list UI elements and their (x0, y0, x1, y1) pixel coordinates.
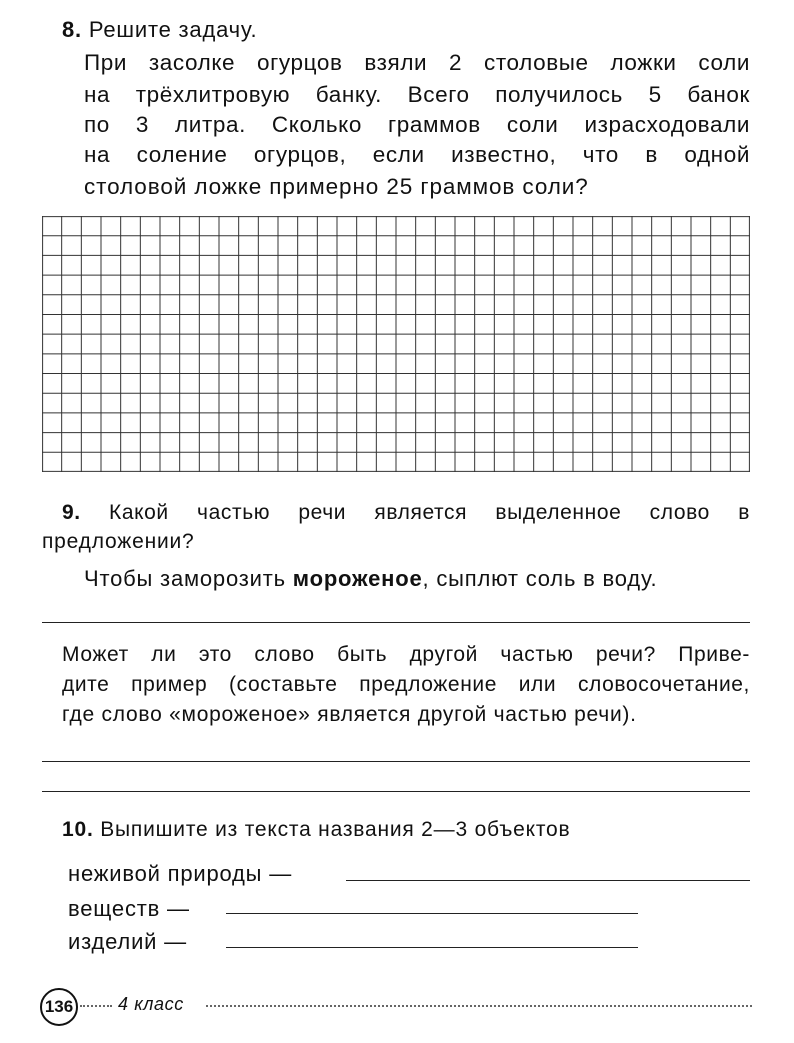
task-10-item-label: неживой природы — (68, 861, 293, 886)
page-number: 136 (40, 988, 78, 1026)
task-9-followup-line: дите пример (составьте предложение или словосочетание, (62, 673, 750, 696)
footer-dots (206, 1005, 752, 1007)
answer-line[interactable] (226, 913, 638, 914)
footer-dots (80, 1005, 112, 1007)
task-8-text-line: столовой ложке примерно 25 граммов соли? (84, 174, 589, 199)
answer-line[interactable] (346, 880, 750, 881)
task-8-text-line: на соление огурцов, если известно, что в одной (84, 142, 750, 167)
task-8-text-line: При засолке огурцов взяли 2 столовые ложки соли (84, 50, 750, 75)
task-8-title: Решите задачу. (88, 17, 258, 42)
highlighted-word: мороженое (292, 566, 423, 591)
task-10-title: Выпишите из текста названия 2—3 объектов (100, 818, 571, 841)
task-9-followup-line: Может ли это слово быть другой частью речи? Приве- (62, 643, 750, 666)
task-10-item-label: веществ — (68, 896, 190, 921)
task-9-number: 9. (62, 501, 81, 524)
sentence-end: , сыплют соль в воду. (422, 566, 658, 591)
task-8-heading (62, 16, 257, 44)
task-9-sentence (84, 565, 657, 593)
task-10-number: 10. (62, 818, 94, 841)
task-9-followup-line: где слово «мороженое» является другой частью речи). (62, 703, 637, 726)
answer-grid[interactable] (42, 216, 750, 472)
task-9-question-line: предложении? (42, 530, 195, 553)
task-9-question-text: Какой частью речи является выделенное слово в (109, 501, 750, 524)
task-8-number: 8. (62, 17, 82, 42)
answer-line[interactable] (42, 791, 750, 792)
task-10-item-label: изделий — (68, 929, 187, 954)
grade-label: 4 класс (118, 994, 184, 1014)
task-10-heading (62, 816, 570, 844)
answer-line[interactable] (42, 622, 750, 623)
task-8-text-line: по 3 литра. Сколько граммов соли израсходовали (84, 112, 750, 137)
answer-line[interactable] (226, 947, 638, 948)
task-9-question-line (62, 498, 750, 528)
task-8-text-line: на трёхлитровую банку. Всего получилось 5 банок (84, 82, 750, 107)
answer-line[interactable] (42, 761, 750, 762)
sentence-start: Чтобы заморозить (84, 566, 293, 591)
